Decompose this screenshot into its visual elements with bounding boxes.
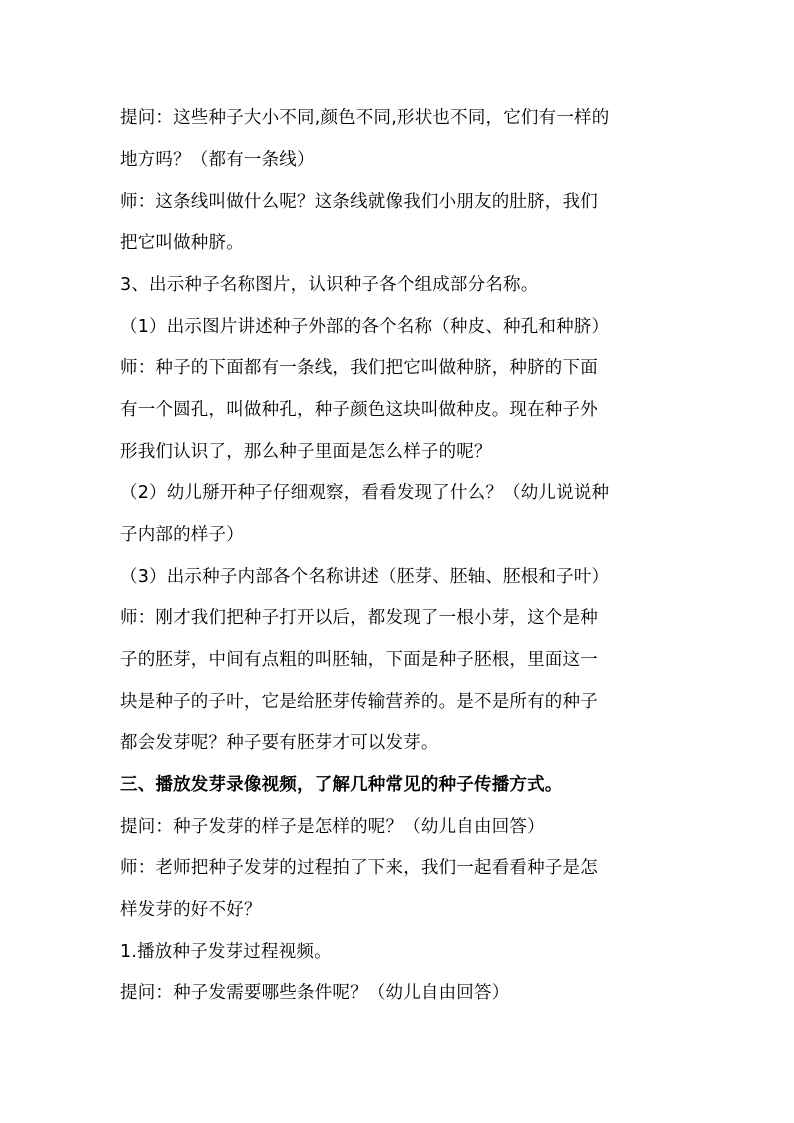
text-line: 块是种子的子叶，它是给胚芽传输营养的。是不是所有的种子: [120, 692, 598, 712]
text-line: 3、出示种子名称图片，认识种子各个组成部分名称。: [120, 275, 539, 295]
text-line: 形我们认识了，那么种子里面是怎么样子的呢？: [120, 442, 492, 462]
text-line: 提问：这些种子大小不同,颜色不同,形状也不同，它们有一样的: [120, 108, 610, 128]
text-line: 把它叫做种脐。: [120, 233, 244, 253]
text-line: 有一个圆孔，叫做种孔，种子颜色这块叫做种皮。现在种子外: [120, 400, 598, 420]
text-line: 师：刚才我们把种子打开以后，都发现了一根小芽，这个是种: [120, 608, 598, 628]
text-line: 师：这条线叫做什么呢？这条线就像我们小朋友的肚脐，我们: [120, 192, 598, 212]
text-line: 提问：种子发需要哪些条件呢？（幼儿自由回答）: [120, 983, 510, 1003]
text-line: 子的胚芽，中间有点粗的叫胚轴，下面是种子胚根，里面这一: [120, 650, 598, 670]
section-heading: 三、播放发芽录像视频，了解几种常见的种子传播方式。: [120, 775, 563, 795]
text-line: 提问：种子发芽的样子是怎样的呢？（幼儿自由回答）: [120, 817, 545, 837]
text-line: 都会发芽呢？种子要有胚芽才可以发芽。: [120, 733, 439, 753]
text-line: （1）出示图片讲述种子外部的各个名称（种皮、种孔和种脐）: [120, 317, 610, 337]
text-line: 地方吗？（都有一条线）: [120, 150, 315, 170]
text-line: 1.播放种子发芽过程视频。: [120, 942, 332, 962]
text-line: 师：种子的下面都有一条线，我们把它叫做种脐，种脐的下面: [120, 358, 598, 378]
text-line: 样发芽的好不好？: [120, 900, 262, 920]
text-line: （3）出示种子内部各个名称讲述（胚芽、胚轴、胚根和子叶）: [120, 567, 610, 587]
text-line: 子内部的样子）: [120, 525, 244, 545]
text-line: （2）幼儿掰开种子仔细观察，看看发现了什么？（幼儿说说种: [120, 483, 610, 503]
text-line: 师：老师把种子发芽的过程拍了下来，我们一起看看种子是怎: [120, 858, 598, 878]
